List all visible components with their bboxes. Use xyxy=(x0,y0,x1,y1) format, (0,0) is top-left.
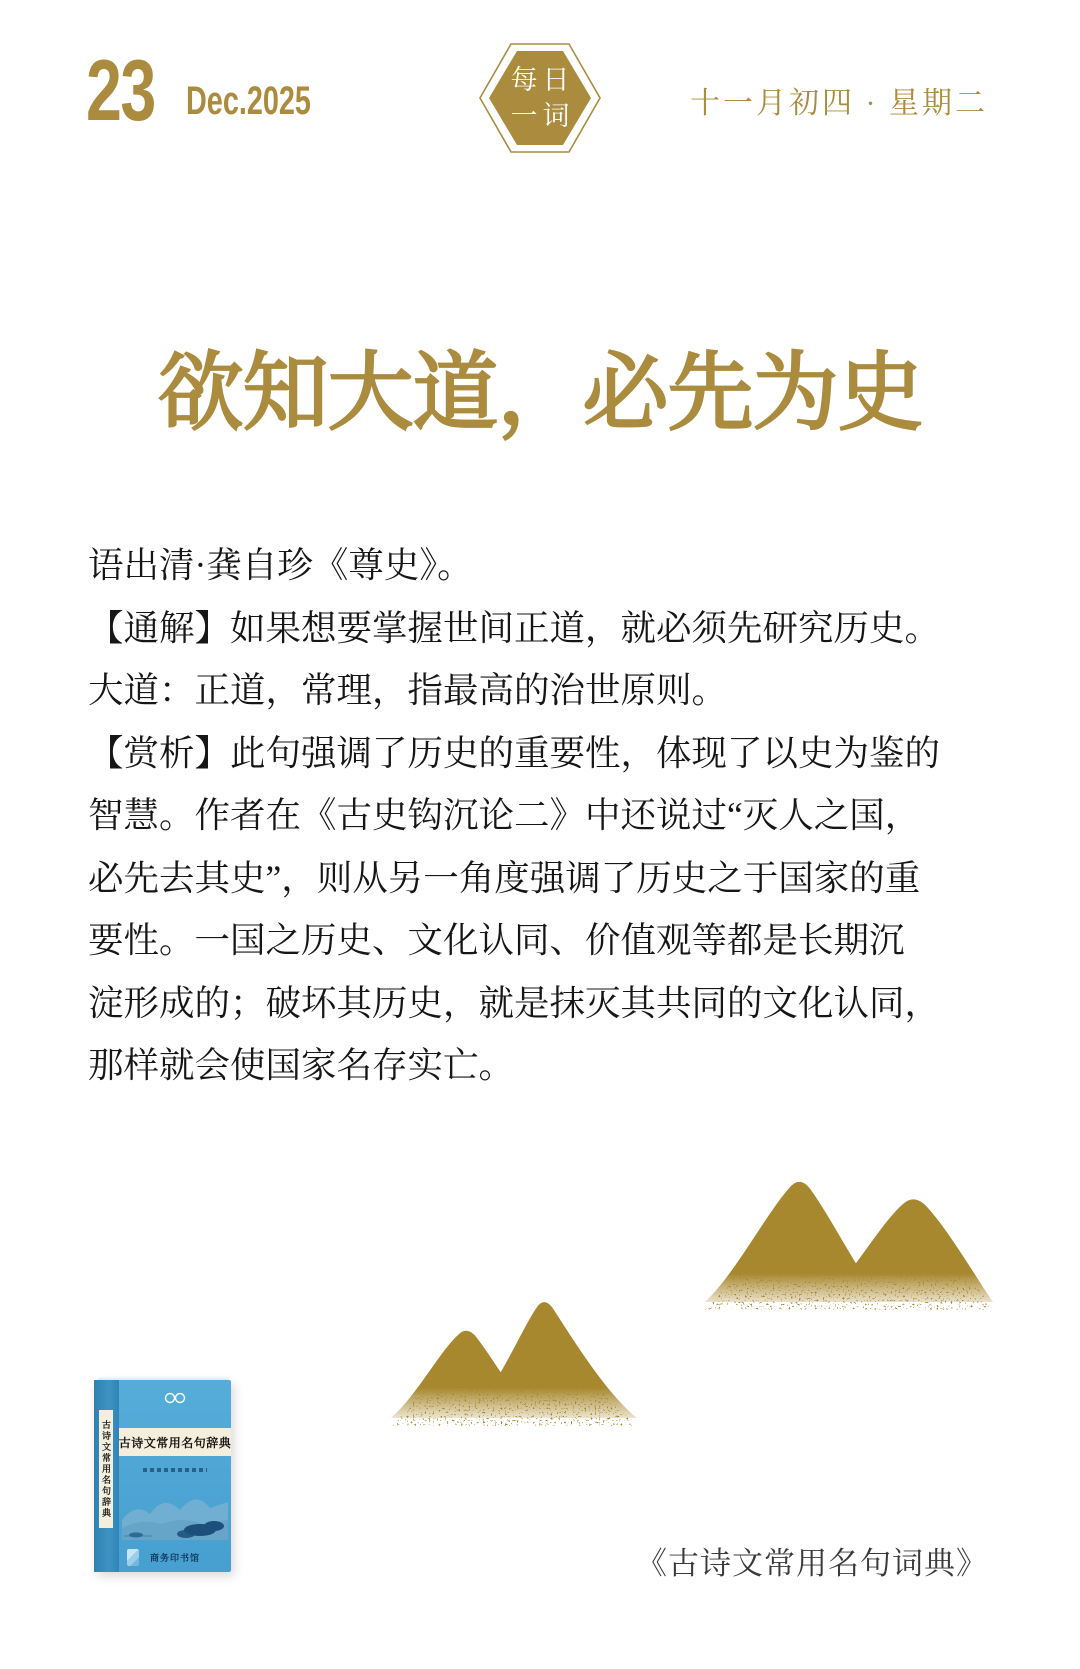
date-day: 23 xyxy=(86,43,155,139)
source-line: 语出清·龚自珍《尊史》。 xyxy=(88,545,473,585)
badge-text xyxy=(478,42,602,154)
cover-editor-line xyxy=(143,1468,207,1472)
body-line: 【通解】如果想要掌握世间正道，就必须先研究历史。 xyxy=(88,607,941,648)
mountains-center-icon xyxy=(383,1294,653,1432)
lunar-date: 十一月初四 · 星期二 xyxy=(690,87,988,120)
body-line: 那样就会使国家名存实亡。 xyxy=(88,1045,515,1085)
body-line: 淀形成的；破坏其历史，就是抹灭其共同的文化认同， xyxy=(88,982,941,1023)
book-spine-band xyxy=(99,1410,113,1528)
book-publisher: 商务印书馆 xyxy=(149,1553,200,1563)
book-spine-title: 古诗文常用名句辞典 xyxy=(101,1419,111,1519)
book-cover xyxy=(94,1380,231,1572)
gold-mountains-center xyxy=(383,1294,653,1437)
publisher-mark-icon xyxy=(162,1390,188,1411)
body-line: 【赏析】此句强调了历史的重要性，体现了以史为鉴的 xyxy=(88,732,941,773)
mountains-right-icon xyxy=(695,1172,995,1317)
body-line: 智慧。作者在《古史钩沉论二》中还说过“灭人之国， xyxy=(88,795,921,835)
source-book-caption: 《古诗文常用名句词典》 xyxy=(636,1546,988,1581)
badge-line-1: 每日 xyxy=(510,65,575,96)
body-line: 必先去其史”，则从另一角度强调了历史之于国家的重 xyxy=(88,857,921,898)
badge-line-2: 一词 xyxy=(510,100,575,131)
book-front-cover xyxy=(119,1380,231,1572)
daily-word-badge xyxy=(478,42,602,154)
body-text xyxy=(88,534,948,1097)
book-cover-title: 古诗文常用名句辞典 xyxy=(119,1435,231,1450)
cover-title-band xyxy=(119,1428,231,1456)
body-line: 大道：正道，常理，指最高的治世原则。 xyxy=(88,670,728,710)
date-block xyxy=(86,43,359,139)
book-spine xyxy=(94,1380,119,1572)
page-title: 欲知大道，必先为史 xyxy=(157,345,923,441)
date-month-year: Dec.2025 xyxy=(185,78,311,123)
cover-landscape-icon xyxy=(122,1478,228,1545)
body-line: 要性。一国之历史、文化认同、价值观等都是长期沉 xyxy=(88,920,905,960)
gold-mountains-right xyxy=(695,1172,995,1322)
